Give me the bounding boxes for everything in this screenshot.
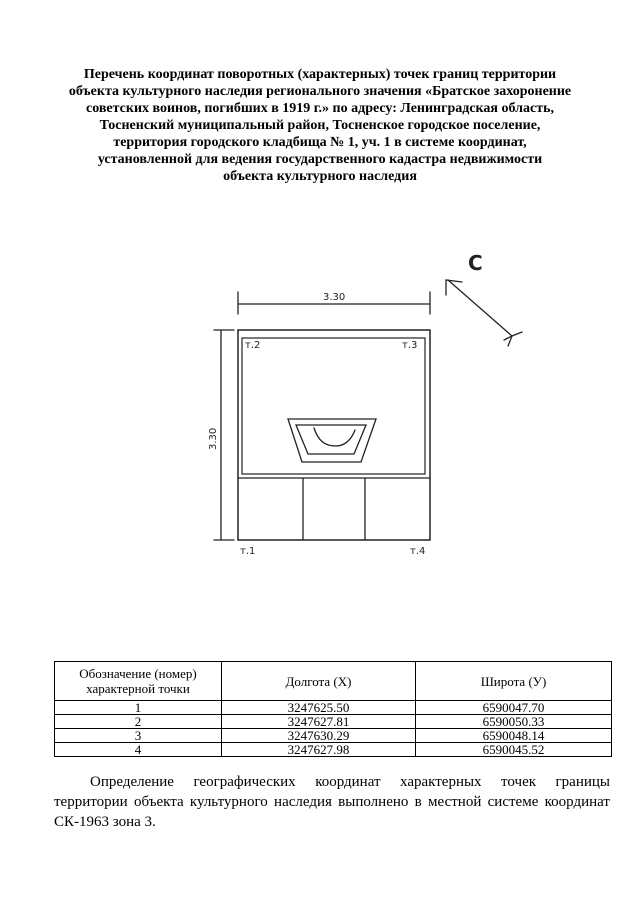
table-row xyxy=(55,715,612,729)
cell-point-id: 1 xyxy=(55,701,222,715)
dimension-label-top: 3.30 xyxy=(323,292,346,303)
monument-inner xyxy=(296,425,366,454)
cell-longitude: 3247630.29 xyxy=(222,729,416,743)
header-latitude: Широта (У) xyxy=(416,662,612,701)
cell-latitude: 6590047.70 xyxy=(416,701,612,715)
table-header-row xyxy=(55,662,612,701)
title-line: установленной для ведения государственного кадастра недвижимости xyxy=(97,152,543,167)
north-arrow xyxy=(448,280,512,336)
document-title xyxy=(60,66,580,185)
cell-point-id: 2 xyxy=(55,715,222,729)
north-arrow-head xyxy=(446,280,462,295)
table-row xyxy=(55,743,612,757)
header-longitude: Долгота (X) xyxy=(222,662,416,701)
cell-latitude: 6590048.14 xyxy=(416,729,612,743)
cell-latitude: 6590045.52 xyxy=(416,743,612,757)
cell-point-id: 4 xyxy=(55,743,222,757)
point-label-4: т.4 xyxy=(410,546,426,557)
title-line: советских воинов, погибших в 1919 г.» по адресу: Ленинградская область, xyxy=(85,101,554,116)
header-point-id: Обозначение (номер) характерной точки xyxy=(55,662,222,701)
site-plan-drawing xyxy=(190,240,530,570)
table-row xyxy=(55,701,612,715)
cell-point-id: 3 xyxy=(55,729,222,743)
north-arrow-tail xyxy=(504,332,522,340)
table-row xyxy=(55,729,612,743)
title-line: территория городского кладбища № 1, уч. 1 в системе координат, xyxy=(113,135,527,150)
title-line: объекта культурного наследия регионального значения «Братское захоронение xyxy=(68,84,572,99)
cell-latitude: 6590050.33 xyxy=(416,715,612,729)
point-label-1: т.1 xyxy=(240,546,256,557)
note-line: Определение географических координат характерных точек границы xyxy=(90,774,610,790)
point-label-2: т.2 xyxy=(245,340,261,351)
title-line: Перечень координат поворотных (характерных) точек границ территории xyxy=(83,67,557,82)
dimension-label-left: 3.30 xyxy=(208,427,219,450)
coordinates-table xyxy=(54,661,612,757)
note-line: территории объекта культурного наследия выполнено в местной системе координат xyxy=(54,794,610,810)
monument-sketch xyxy=(314,428,355,446)
north-label: С xyxy=(468,251,483,275)
coordinate-system-note xyxy=(54,772,610,832)
note-line: СК-1963 зона 3. xyxy=(54,814,156,830)
title-line: Тосненский муниципальный район, Тосненское городское поселение, xyxy=(99,118,541,133)
point-label-3: т.3 xyxy=(402,340,418,351)
cell-longitude: 3247625.50 xyxy=(222,701,416,715)
title-line: объекта культурного наследия xyxy=(223,169,417,184)
plot-boundary xyxy=(238,330,430,540)
cell-longitude: 3247627.98 xyxy=(222,743,416,757)
cell-longitude: 3247627.81 xyxy=(222,715,416,729)
